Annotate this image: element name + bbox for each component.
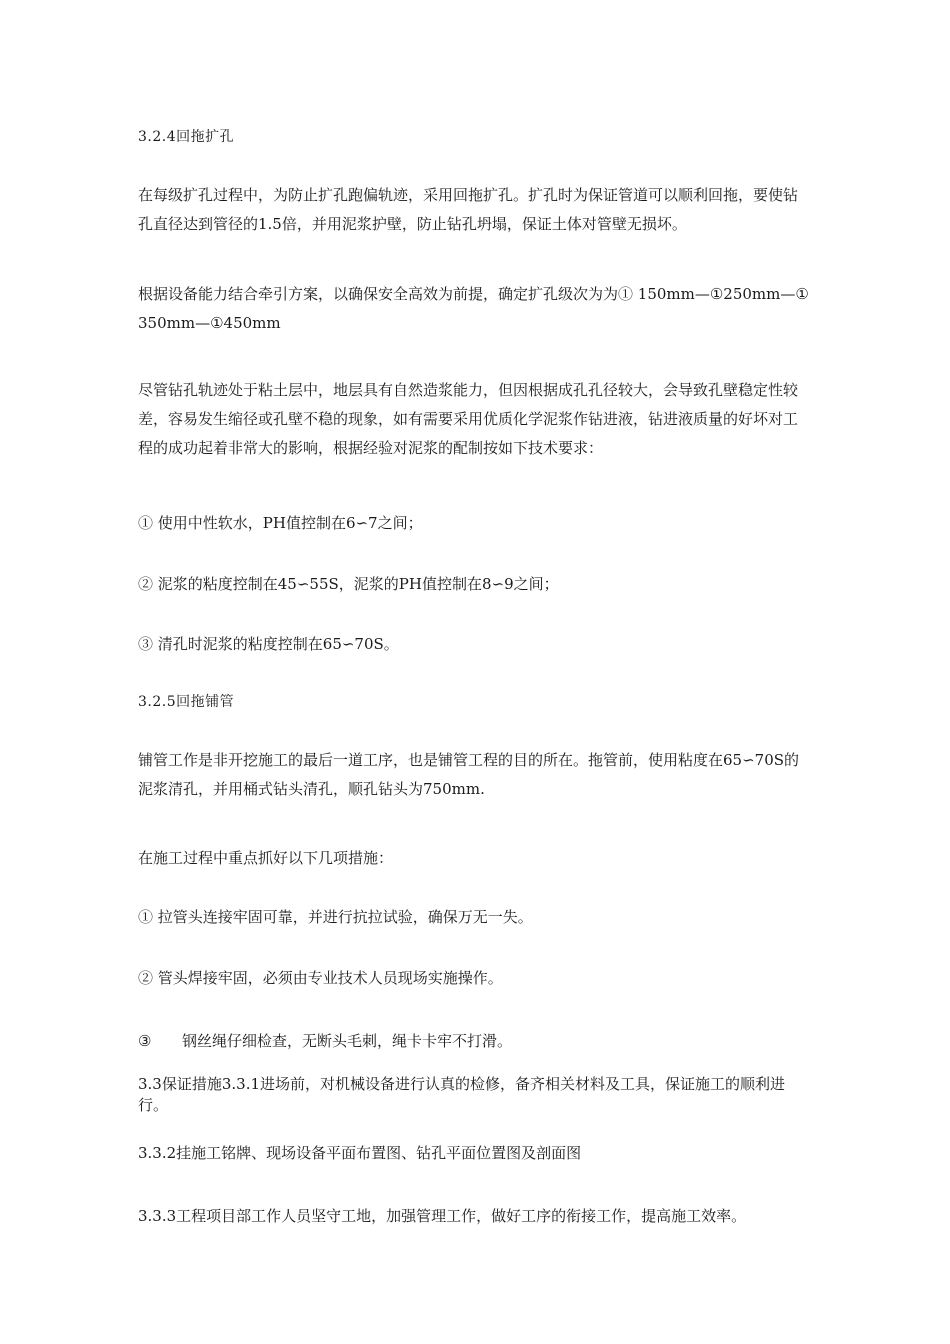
list-item-measure-1: ① 拉管头连接牢固可靠，并进行抗拉试验，确保万无一失。 [138, 908, 533, 926]
paragraph-mud-requirements: 尽管钻孔轨迹处于粘土层中，地层具有自然造浆能力，但因根据成孔孔径较大，会导致孔壁稳定性较差，容易发生缩径或孔壁不稳的现象，如有需要采用优质化学泥浆作钻进液，钻进液质量的好坏对工程的成功起着非常大的影响，根据经验对泥浆的配制按如下技术要求： [138, 381, 799, 457]
paragraph-signage: 3.3.2挂施工铭牌、现场设备平面布置图、钻孔平面位置图及剖面图 [138, 1144, 582, 1162]
list-item-measure-2: ② 管头焊接牢固，必须由专业技术人员现场实施操作。 [138, 969, 503, 987]
section-heading-3-2-5: 3.2.5回拖铺管 [138, 694, 235, 710]
list-item-mud-3: ③ 清孔时泥浆的粘度控制在65∽70S。 [138, 635, 399, 653]
list-number: ③ [138, 1032, 152, 1050]
section-heading-3-2-4: 3.2.4回拖扩孔 [138, 129, 235, 145]
paragraph-staffing: 3.3.3工程项目部工作人员坚守工地，加强管理工作，做好工序的衔接工作，提高施工效率。 [138, 1207, 747, 1225]
list-item-text: 钢丝绳仔细检查，无断头毛刺，绳卡卡牢不打滑。 [182, 1032, 513, 1050]
paragraph-guarantee-measures: 3.3保证措施3.3.1进场前，对机械设备进行认真的检修，备齐相关材料及工具，保证施工的顺利进行。 [138, 1075, 786, 1114]
paragraph-reaming-process: 在每级扩孔过程中，为防止扩孔跑偏轨迹，采用回拖扩孔。扩孔时为保证管道可以顺利回拖，要使钻孔直径达到管径的1.5倍，并用泥浆护壁，防止钻孔坍塌，保证土体对管壁无损坏。 [138, 186, 799, 233]
list-item-mud-2: ② 泥浆的粘度控制在45∽55S，泥浆的PH值控制在8∽9之间； [138, 575, 559, 593]
paragraph-pipe-pullback: 铺管工作是非开挖施工的最后一道工序，也是铺管工程的目的所在。拖管前，使用粘度在65∽70S的泥浆清孔，并用桶式钻头清孔，顺孔钻头为750mm. [138, 751, 800, 798]
list-item-mud-1: ① 使用中性软水，PH值控制在6∽7之间； [138, 514, 423, 532]
paragraph-reaming-levels: 根据设备能力结合牵引方案，以确保安全高效为前提，确定扩孔级次为为① 150mm—①250mm—①350mm—①450mm [138, 285, 809, 332]
list-item-measure-3 [138, 1027, 812, 1056]
paragraph-key-measures: 在施工过程中重点抓好以下几项措施： [138, 849, 394, 867]
